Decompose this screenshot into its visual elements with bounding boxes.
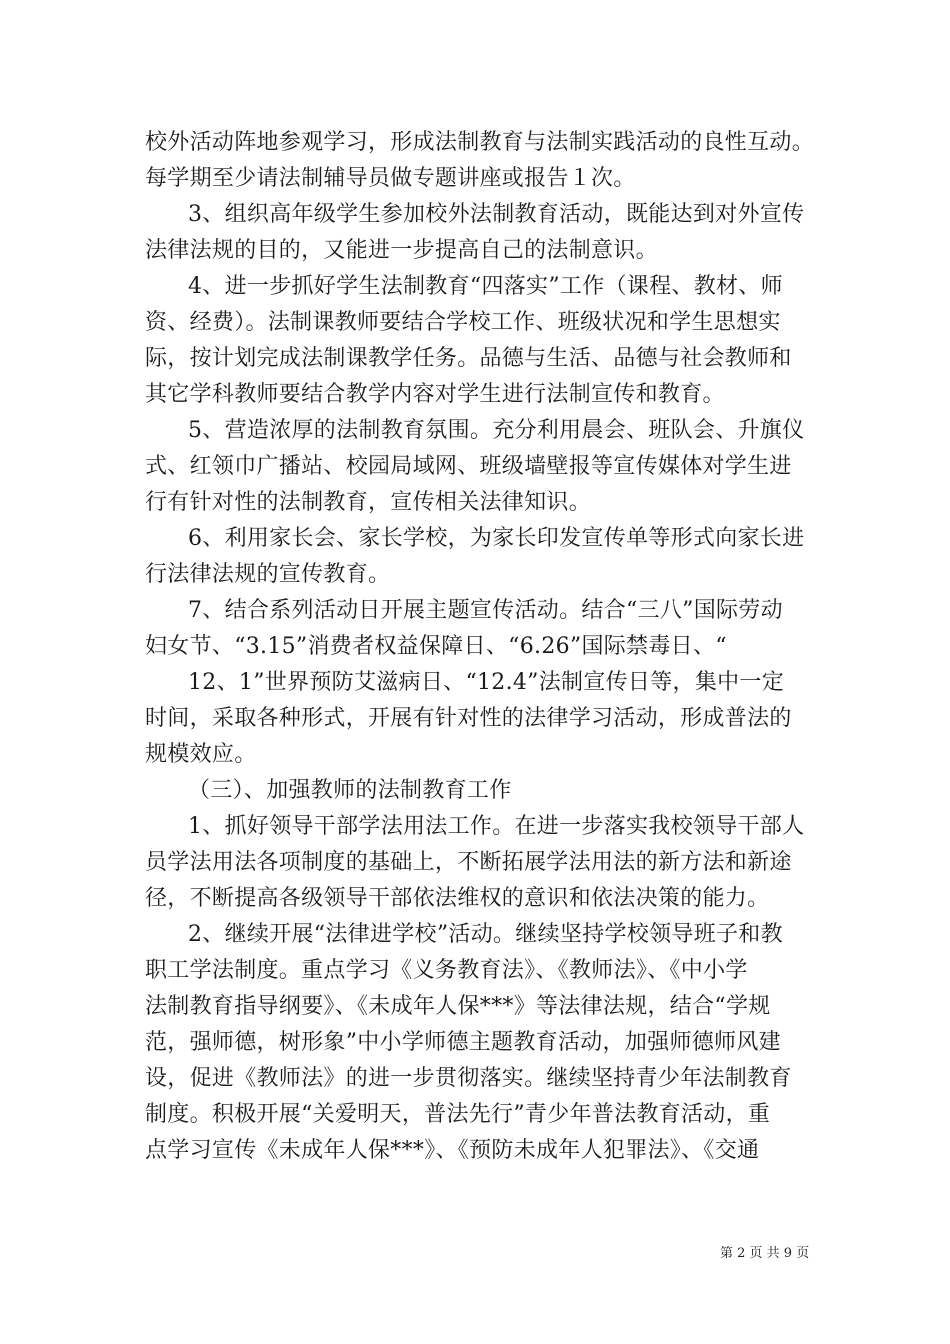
text-line: 3、组织高年级学生参加校外法制教育活动，既能达到对外宣传: [188, 202, 805, 227]
text-line: 6、利用家长会、家长学校，为家长印发宣传单等形式向家长进: [188, 526, 805, 551]
text-line: 点学习宣传《未成年人保***》、《预防未成年人犯罪法》、《交通: [145, 1138, 760, 1163]
text-line: 2、继续开展“法律进学校”活动。继续坚持学校领导班子和教: [188, 922, 783, 947]
text-line: 12、1”世界预防艾滋病日、“12.4”法制宣传日等，集中一定: [188, 670, 785, 695]
text-line: 范，强师德，树形象”中小学师德主题教育活动，加强师德师风建: [145, 1030, 781, 1055]
text-line: 行有针对性的法制教育，宣传相关法律知识。: [145, 490, 592, 515]
text-line: 规模效应。: [145, 742, 257, 767]
text-line: 时间，采取各种形式，开展有针对性的法律学习活动，形成普法的: [145, 706, 792, 731]
text-line: 7、结合系列活动日开展主题宣传活动。结合“三八”国际劳动: [188, 598, 783, 623]
text-line: 制度。积极开展“关爱明天，普法先行”青少年普法教育活动，重: [145, 1102, 771, 1127]
page-number: 第 2 页 共 9 页: [720, 1246, 810, 1261]
text-line: 设，促进《教师法》的进一步贯彻落实。继续坚持青少年法制教育: [145, 1066, 792, 1091]
text-line: 际，按计划完成法制课教学任务。品德与生活、品德与社会教师和: [145, 346, 792, 371]
text-line: 1、抓好领导干部学法用法工作。在进一步落实我校领导干部人: [188, 814, 805, 839]
text-line: 其它学科教师要结合教学内容对学生进行法制宣传和教育。: [145, 382, 725, 407]
text-line: 资、经费）。法制课教师要结合学校工作、班级状况和学生思想实: [145, 310, 781, 335]
text-line: 每学期至少请法制辅导员做专题讲座或报告１次。: [145, 166, 636, 191]
text-line: 式、红领巾广播站、校园局域网、班级墙壁报等宣传媒体对学生进: [145, 454, 792, 479]
text-line: 校外活动阵地参观学习，形成法制教育与法制实践活动的良性互动。: [145, 130, 815, 155]
text-line: 法制教育指导纲要》、《未成年人保***》等法律法规，结合“学规: [145, 994, 771, 1019]
text-line: 行法律法规的宣传教育。: [145, 562, 391, 587]
text-line: 妇女节、“3.15”消费者权益保障日、“6.26”国际禁毒日、“: [145, 634, 727, 659]
text-line: 4、进一步抓好学生法制教育“四落实”工作（课程、教材、师: [188, 274, 783, 299]
text-line: 5、营造浓厚的法制教育氛围。充分利用晨会、班队会、升旗仪: [188, 418, 805, 443]
text-line: 径，不断提高各级领导干部依法维权的意识和依法决策的能力。: [145, 886, 770, 911]
text-line: 员学法用法各项制度的基础上，不断拓展学法用法的新方法和新途: [145, 850, 792, 875]
text-line: 法律法规的目的，又能进一步提高自己的法制意识。: [145, 238, 658, 263]
text-line: 职工学法制度。重点学习《义务教育法》、《教师法》、《中小学: [145, 958, 748, 983]
section-heading: （三）、加强教师的法制教育工作: [188, 778, 512, 803]
